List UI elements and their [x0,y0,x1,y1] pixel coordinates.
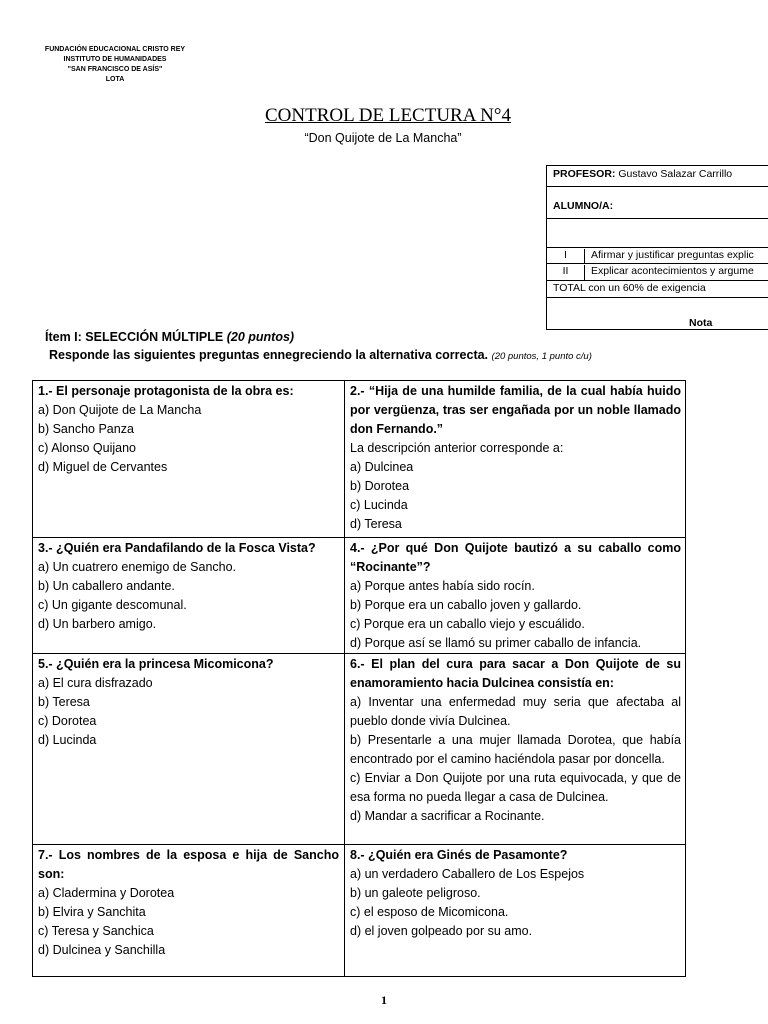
question-text: 1.- El personaje protagonista de la obra es: [38,384,294,398]
option[interactable]: d) Teresa [350,517,402,531]
option[interactable]: c) Teresa y Sanchica [38,924,154,938]
info-box [546,165,768,330]
option[interactable]: a) Don Quijote de La Mancha [38,403,202,417]
school-line: "SAN FRANCISCO DE ASÍS" [67,66,163,73]
total-divider [547,297,768,298]
option[interactable]: c) Lucinda [350,498,408,512]
option[interactable]: d) el joven golpeado por su amo. [350,924,533,938]
alumno-label: ALUMNO/A: [553,200,614,212]
instruction-points: (20 puntos, 1 punto c/u) [491,351,592,362]
page-subtitle: “Don Quijote de La Mancha” [304,131,462,145]
question-text: 6.- El plan del cura para sacar a Don Quijote de su enamoramiento hacia Dulcinea consistía en: [350,657,681,690]
item-desc: Afirmar y justificar preguntas explic [591,249,754,261]
option[interactable]: a) un verdadero Caballero de Los Espejos [350,867,585,881]
alumno-row [547,187,768,219]
question-cell-3 [33,538,344,653]
question-text: 2.- “Hija de una humilde familia, de la cual había huido por vergüenza, tras ser engañada por un noble llamado don Fernando.” [350,384,681,436]
option[interactable]: c) Enviar a Don Quijote por una ruta equivocada, y que de esa forma no pueda llegar a casa de Dulcinea. [350,771,681,804]
option[interactable]: c) Porque era un caballo viejo y escuálido. [350,617,585,631]
questions-table [32,380,686,977]
option[interactable]: c) Alonso Quijano [38,441,136,455]
option[interactable]: d) Un barbero amigo. [38,617,157,631]
option[interactable]: a) El cura disfrazado [38,676,153,690]
section-title: Ítem I: SELECCIÓN MÚLTIPLE (20 puntos) [45,330,295,344]
school-line: INSTITUTO DE HUMANIDADES [63,56,167,63]
profesor-name: Gustavo Salazar Carrillo [618,168,733,180]
item-desc: Explicar acontecimientos y argume [591,265,754,277]
section-instruction: Responde las siguientes preguntas ennegreciendo la alternativa correcta. (20 puntos, 1 punto c/u) [49,348,592,362]
question-text: 8.- ¿Quién era Ginés de Pasamonte? [350,848,568,862]
question-cell-5 [33,654,344,844]
option[interactable]: c) el esposo de Micomicona. [350,905,509,919]
option[interactable]: b) Presentarle a una mujer llamada Dorotea, que había encontrado por el camino haciéndola pasar por doncella. [350,733,681,766]
option[interactable]: a) Porque antes había sido rocín. [350,579,535,593]
question-cell-4 [345,538,686,653]
option[interactable]: d) Porque así se llamó su primer caballo de infancia. [350,636,642,650]
school-header [40,45,190,85]
page-title: CONTROL DE LECTURA N°4 [265,105,511,126]
section-points: (20 puntos) [226,330,295,344]
option[interactable]: b) Elvira y Sanchita [38,905,146,919]
question-prompt: La descripción anterior corresponde a: [350,441,564,455]
question-text: 4.- ¿Por qué Don Quijote bautizó a su caballo como “Rocinante”? [350,541,681,574]
item-row [547,264,768,281]
total-row [547,281,768,297]
item-num: I [547,249,585,264]
question-cell-7 [33,845,344,977]
option[interactable]: d) Mandar a sacrificar a Rocinante. [350,809,545,823]
option[interactable]: a) Un cuatrero enemigo de Sancho. [38,560,237,574]
option[interactable]: c) Dorotea [38,714,97,728]
profesor-label: PROFESOR: [553,168,616,180]
item-num: II [547,265,585,281]
option[interactable]: a) Cladermina y Dorotea [38,886,175,900]
option[interactable]: d) Miguel de Cervantes [38,460,168,474]
question-text: 7.- Los nombres de la esposa e hija de Sancho son: [38,848,339,881]
item-row [547,248,768,264]
option[interactable]: d) Dulcinea y Sanchilla [38,943,166,957]
profesor-row [547,166,768,187]
school-line: FUNDACIÓN EDUCACIONAL CRISTO REY [44,46,186,53]
question-cell-1 [33,381,344,537]
option[interactable]: a) Inventar una enfermedad muy seria que afectaba al pueblo donde vivía Dulcinea. [350,695,681,728]
total-text: TOTAL con un 60% de exigencia [553,282,706,294]
school-line: LOTA [105,76,125,83]
nota-label: Nota [689,317,713,329]
question-cell-8 [345,845,686,977]
option[interactable]: b) Un caballero andante. [38,579,175,593]
question-text: 5.- ¿Quién era la princesa Micomicona? [38,657,274,671]
option[interactable]: b) un galeote peligroso. [350,886,481,900]
option[interactable]: b) Dorotea [350,479,410,493]
option[interactable]: a) Dulcinea [350,460,414,474]
option[interactable]: c) Un gigante descomunal. [38,598,187,612]
question-text: 3.- ¿Quién era Pandafilando de la Fosca Vista? [38,541,316,555]
option[interactable]: b) Teresa [38,695,90,709]
blank-row [547,219,768,248]
option[interactable]: b) Porque era un caballo joven y gallardo. [350,598,582,612]
option[interactable]: d) Lucinda [38,733,97,747]
option[interactable]: b) Sancho Panza [38,422,134,436]
page-number: 1 [381,993,387,1007]
question-cell-6 [345,654,686,844]
question-cell-2 [345,381,686,537]
